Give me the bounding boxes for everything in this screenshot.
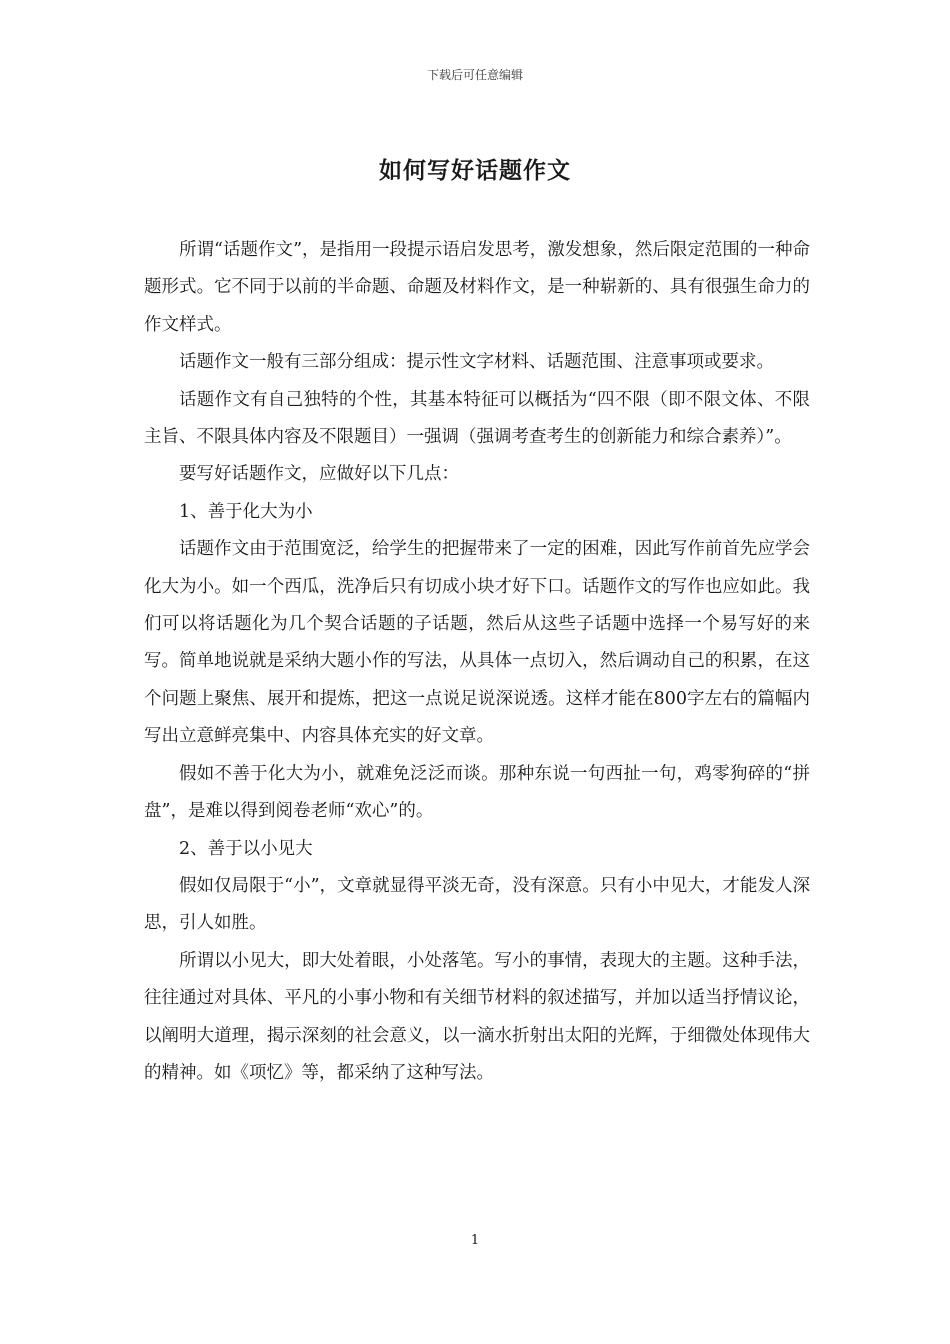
paragraph-section-2-body: 假如仅局限于“小”，文章就显得平淡无奇，没有深意。只有小中见大，才能发人深思，引人如胜。 [144, 875, 810, 934]
paragraph-intro: 所谓“话题作文”，是指用一段提示语启发思考，激发想象，然后限定范围的一种命题形式。它不同于以前的半命题、命题及材料作文，是一种崭新的、具有很强生命力的作文样式。 [144, 240, 810, 335]
paragraph-section-1-note: 假如不善于化大为小，就难免泛泛而谈。那种东说一句西扯一句，鸡零狗碎的“拼盘”，是难以得到阅卷老师“欢心”的。 [144, 763, 810, 822]
page-header: 下载后可任意编辑 [426, 68, 523, 82]
paragraph-key-points: 要写好话题作文，应做好以下几点： [179, 464, 459, 485]
paragraph-components: 话题作文一般有三部分组成：提示性文字材料、话题范围、注意事项或要求。 [179, 352, 774, 373]
paragraph-features: 话题作文有自己独特的个性，其基本特征可以概括为“四不限（即不限文体、不限主旨、不限具体内容及不限题目）一强调（强调考查考生的创新能力和综合素养）”。 [144, 389, 810, 448]
paragraph-section-1-body: 话题作文由于范围宽泛，给学生的把握带来了一定的困难，因此写作前首先应学会化大为小。如一个西瓜，洗净后只有切成小块才好下口。话题作文的写作也应如此。我们可以将话题化为几个契合话题的子话题，然后从这些子话题中选择一个易写好的来写。简单地说就是采纳大题小作的写法，从具体一点切入，然后调动自己的积累，在这个问题上聚焦、展开和提炼，把这一点说足说深说透。这样才能在800字左右的篇幅内写出立意鲜亮集中、内容具体充实的好文章。 [144, 539, 810, 747]
section-heading-2: 2、善于以小见大 [179, 838, 313, 859]
document-body [144, 232, 810, 1092]
document-title: 如何写好话题作文 [379, 157, 571, 184]
paragraph-section-2-detail: 所谓以小见大，即大处着眼，小处落笔。写小的事情，表现大的主题。这种手法，往往通过对具体、平凡的小事小物和有关细节材料的叙述描写，并加以适当抒情议论，以阐明大道理，揭示深刻的社会意义，以一滴水折射出太阳的光辉，于细微处体现伟大的精神。如《项忆》等，都采纳了这种写法。 [144, 950, 810, 1083]
page-number: 1 [470, 1233, 480, 1248]
section-heading-1: 1、善于化大为小 [179, 501, 313, 522]
